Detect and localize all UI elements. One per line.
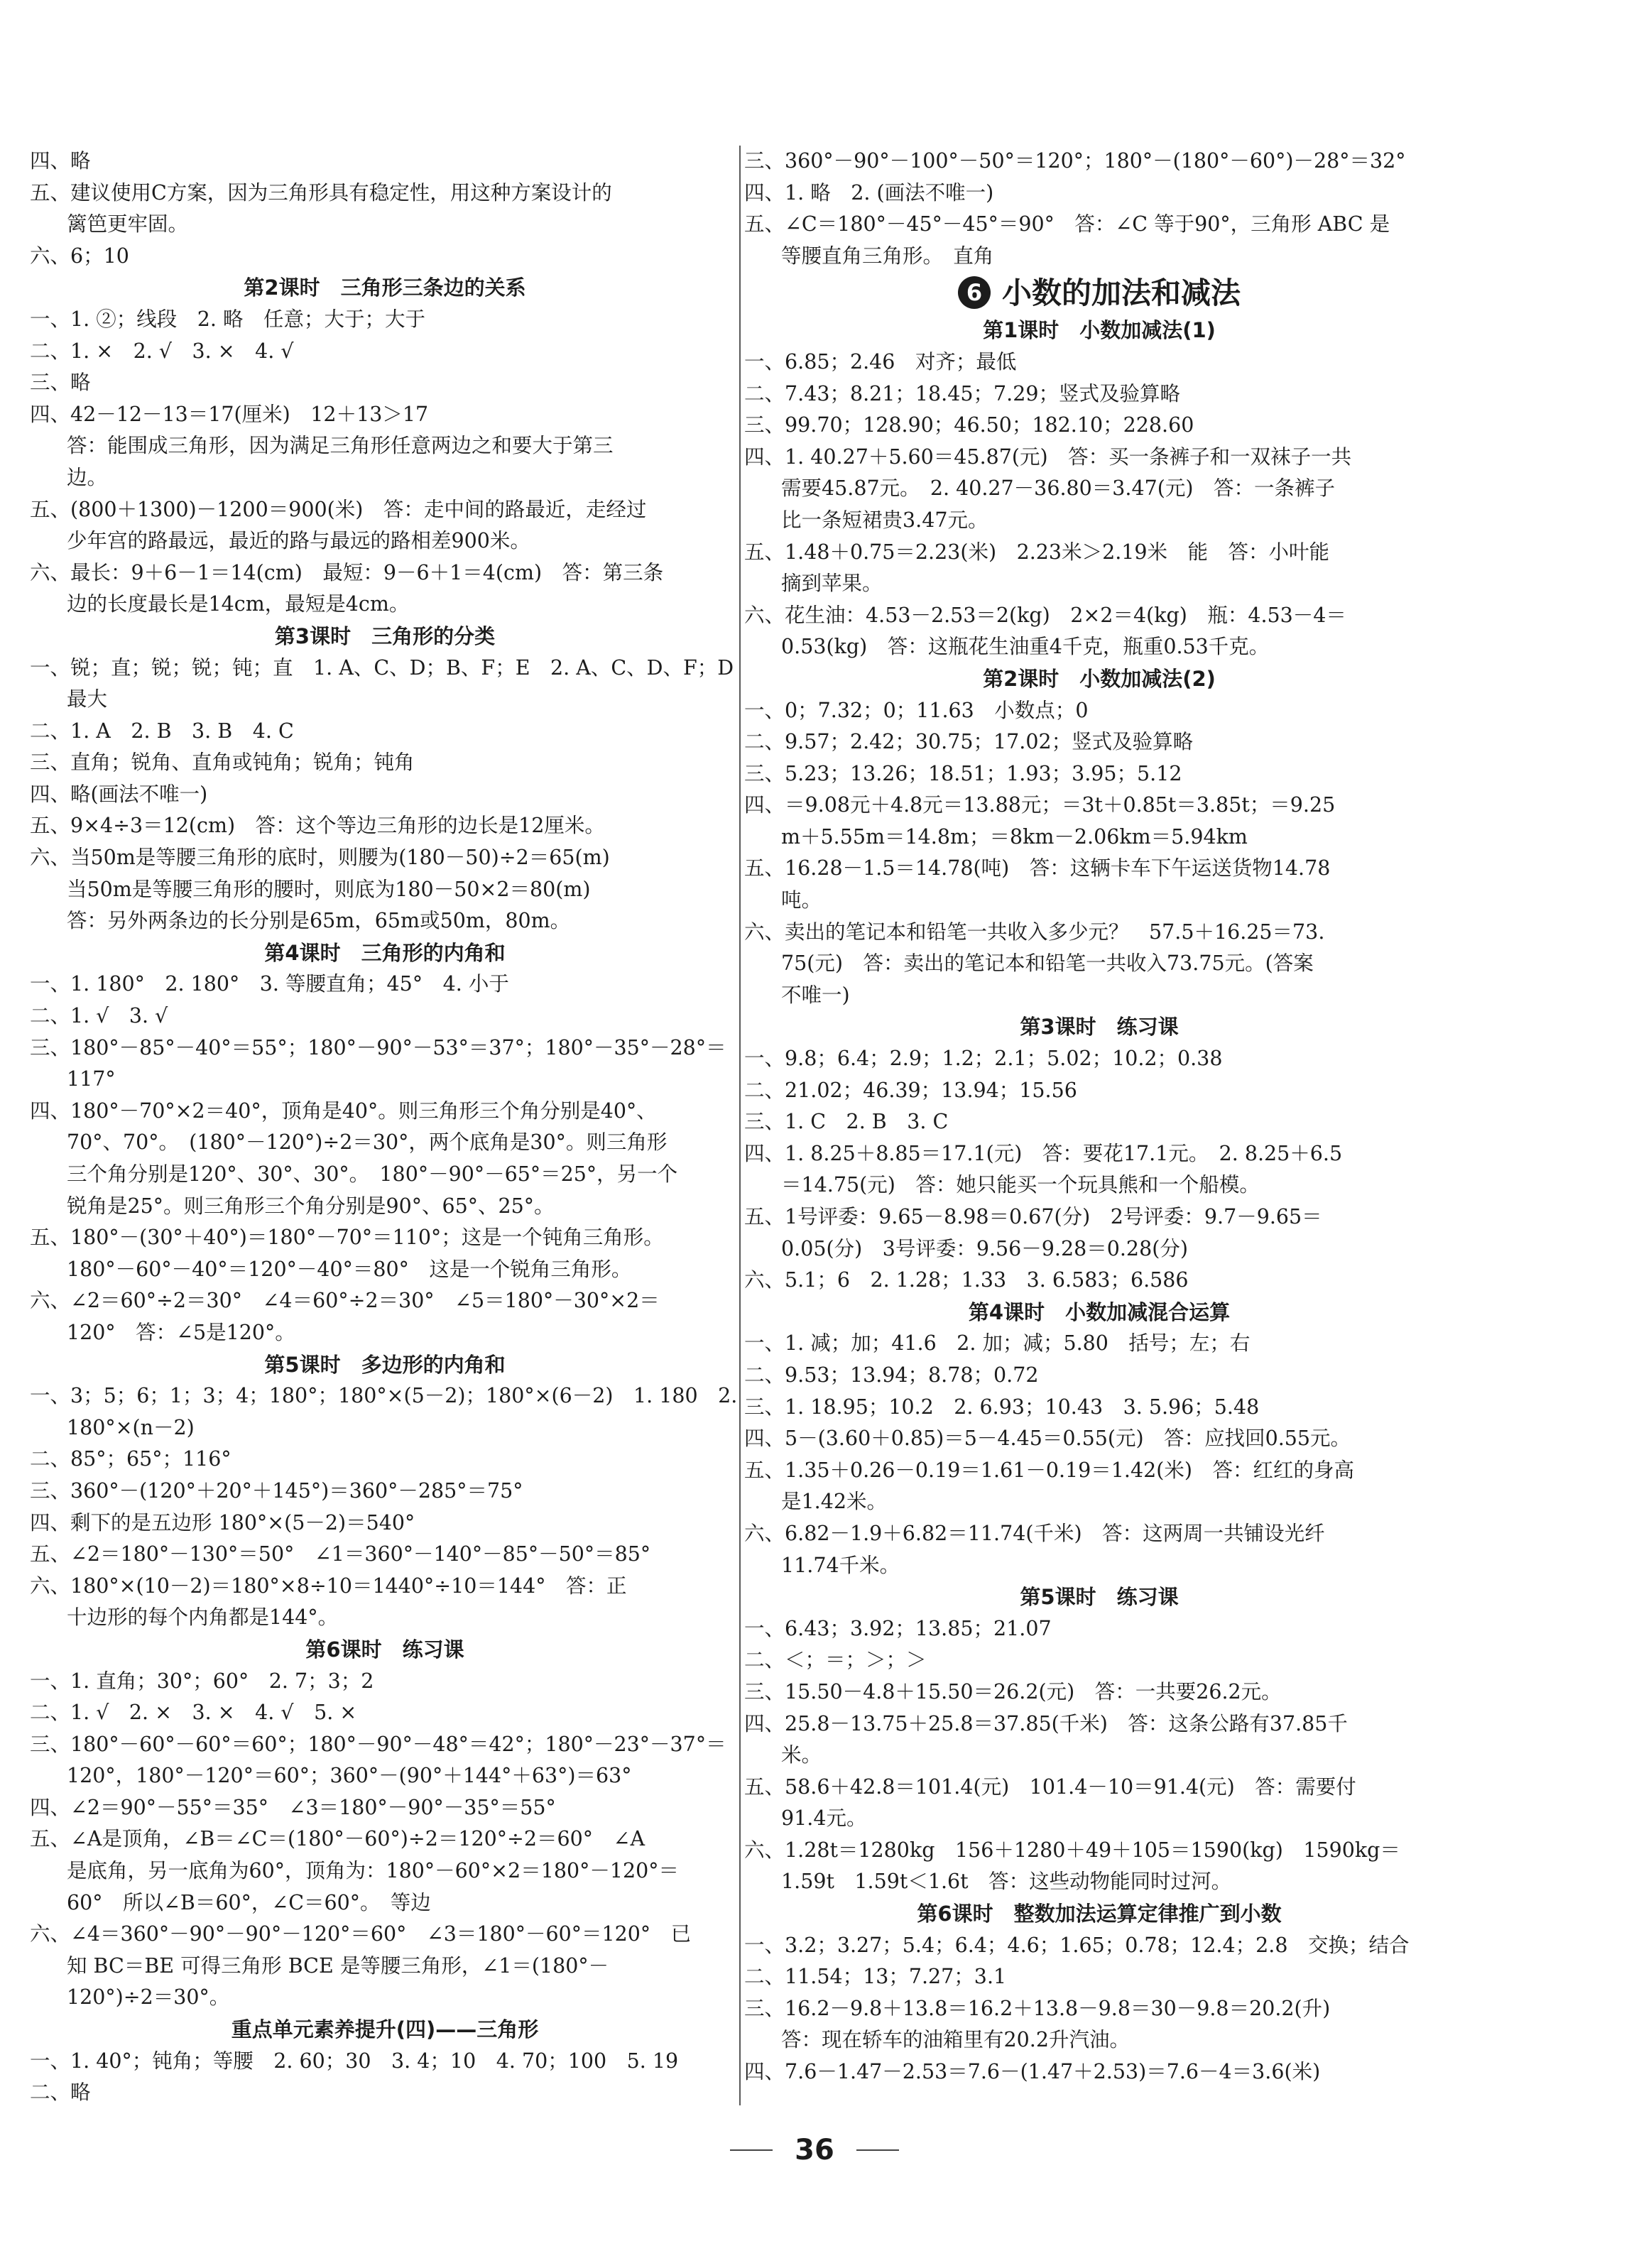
answer-line: 三、1. 18.95；10.2 2. 6.93；10.43 3. 5.96；5.48: [744, 1395, 1260, 1419]
lesson-heading: 第3课时 练习课: [1020, 1015, 1179, 1040]
answer-line: 五、建议使用C方案，因为三角形具有稳定性，用这种方案设计的: [30, 180, 612, 205]
answer-line: 一、1. 180° 2. 180° 3. 等腰直角；45° 4. 小于: [30, 972, 509, 996]
answer-line: 120°，180°－120°＝60°；360°－(90°＋144°＋63°)＝63°: [67, 1764, 632, 1788]
answer-line: 117°: [67, 1067, 116, 1091]
answer-line: 二、85°；65°；116°: [30, 1447, 231, 1471]
answer-line: 0.05(分) 3号评委：9.56－9.28＝0.28(分): [781, 1236, 1188, 1260]
answer-line: 四、剩下的是五边形 180°×(5－2)＝540°: [30, 1510, 415, 1534]
lesson-heading: 重点单元素养提升(四)——三角形: [231, 2017, 539, 2042]
answer-line: 五、1.35＋0.26－0.19＝1.61－0.19＝1.42(米) 答：红红的身高: [744, 1458, 1354, 1482]
answer-line: 四、略(画法不唯一): [30, 782, 208, 806]
answer-line: 三个角分别是120°、30°、30°。 180°－90°－65°＝25°，另一个: [67, 1162, 678, 1186]
answer-line: 五、(800＋1300)－1200＝900(米) 答：走中间的路最近，走经过: [30, 497, 647, 521]
answer-line: 六、当50m是等腰三角形的底时，则腰为(180－50)÷2＝65(m): [30, 846, 610, 870]
answer-line: 120° 答：∠5是120°。: [67, 1320, 295, 1344]
answer-line: 答：现在轿车的油箱里有20.2升汽油。: [781, 2028, 1130, 2052]
answer-line: 三、180°－85°－40°＝55°；180°－90°－53°＝37°；180°－35°－28°＝: [30, 1035, 726, 1059]
answer-line: 四、＝9.08元＋4.8元＝13.88元；＝3t＋0.85t＝3.85t；＝9.25: [744, 793, 1336, 817]
answer-line: 吨。: [781, 888, 822, 912]
answer-line: 11.74千米。: [781, 1553, 900, 1577]
answer-line: 三、1. C 2. B 3. C: [744, 1110, 949, 1134]
answer-line: 一、9.8；6.4；2.9；1.2；2.1；5.02；10.2；0.38: [744, 1047, 1223, 1071]
answer-line: 三、360°－90°－100°－50°＝120°；180°－(180°－60°)－28°＝32°: [744, 149, 1406, 173]
answer-line: 五、58.6＋42.8＝101.4(元) 101.4－10＝91.4(元) 答：需要付: [744, 1774, 1356, 1799]
lesson-heading: 第6课时 整数加法运算定律推广到小数: [917, 1902, 1282, 1926]
left-column: [30, 146, 740, 2109]
answer-line: 180°－60°－40°＝120°－40°＝80° 这是一个锐角三角形。: [67, 1257, 632, 1281]
answer-line: 1.59t 1.59t＜1.6t 答：这些动物能同时过河。: [781, 1870, 1232, 1894]
answer-line: 少年宫的路最远，最近的路与最远的路相差900米。: [67, 529, 530, 553]
answer-line: 二、1. × 2. √ 3. × 4. √: [30, 339, 294, 363]
answer-line: 180°×(n－2): [67, 1415, 195, 1439]
answer-line: 六、花生油：4.53－2.53＝2(kg) 2×2＝4(kg) 瓶：4.53－4＝: [744, 603, 1346, 627]
answer-line: 四、42－12－13＝17(厘米) 12＋13＞17: [30, 402, 429, 426]
answer-line: ＝14.75(元) 答：她只能买一个玩具熊和一个船模。: [781, 1173, 1260, 1197]
answer-line: 等腰直角三角形。 直角: [781, 244, 994, 268]
answer-line: 三、略: [30, 371, 91, 395]
answer-line: 答：能围成三角形，因为满足三角形任意两边之和要大于第三: [67, 434, 614, 458]
answer-line: 60° 所以∠B＝60°，∠C＝60°。 等边: [67, 1890, 431, 1914]
answer-line: 四、1. 40.27＋5.60＝45.87(元) 答：买一条裤子和一双袜子一共: [744, 445, 1352, 469]
answer-line: 四、180°－70°×2＝40°，顶角是40°。则三角形三个角分别是40°、: [30, 1098, 657, 1123]
answer-line: 六、∠4＝360°－90°－90°－120°＝60° ∠3＝180°－60°＝120° 已: [30, 1922, 692, 1946]
answer-line: m＋5.55m＝14.8m；＝8km－2.06km＝5.94km: [781, 824, 1248, 849]
lesson-heading: 第6课时 练习课: [305, 1637, 464, 1662]
answer-line: 不唯一): [781, 983, 850, 1007]
answer-line: 五、∠C＝180°－45°－45°＝90° 答：∠C 等于90°，三角形 ABC 是: [744, 212, 1390, 236]
answer-line: 六、6；10: [30, 244, 129, 268]
answer-line: 六、最长：9＋6－1＝14(cm) 最短：9－6＋1＝4(cm) 答：第三条: [30, 560, 664, 584]
answer-line: 六、180°×(10－2)＝180°×8÷10＝1440°÷10＝144° 答：正: [30, 1574, 627, 1598]
lesson-heading: 第1课时 小数加减法(1): [983, 318, 1216, 343]
lesson-heading: 第5课时 练习课: [1020, 1585, 1179, 1610]
answer-line: 四、略: [30, 149, 91, 173]
answer-line: 摘到苹果。: [781, 572, 883, 596]
answer-line: 五、1号评委：9.65－8.98＝0.67(分) 2号评委：9.7－9.65＝: [744, 1205, 1322, 1228]
answer-line: 六、∠2＝60°÷2＝30° ∠4＝60°÷2＝30° ∠5＝180°－30°×2＝: [30, 1289, 660, 1313]
answer-line: 三、99.70；128.90；46.50；182.10；228.60: [744, 413, 1194, 437]
answer-line: 一、锐；直；锐；锐；钝；直 1. A、C、D；B、F；E 2. A、C、D、F；D: [30, 655, 734, 680]
answer-line: 一、1. 减；加；41.6 2. 加；减；5.80 括号；左；右: [744, 1331, 1251, 1356]
answer-line: 0.53(kg) 答：这瓶花生油重4千克，瓶重0.53千克。: [781, 635, 1270, 659]
answer-line: 六、卖出的笔记本和铅笔一共收入多少元？ 57.5＋16.25＝73.: [744, 920, 1325, 944]
answer-line: 知 BC＝BE 可得三角形 BCE 是等腰三角形，∠1＝(180°－: [67, 1953, 609, 1978]
footer-dash-right: [856, 2149, 899, 2151]
answer-line: 一、6.85；2.46 对齐；最低: [744, 349, 1017, 374]
answer-line: 边的长度最长是14cm，最短是4cm。: [67, 592, 410, 616]
answer-line: 二、9.57；2.42；30.75；17.02；竖式及验算略: [744, 730, 1194, 754]
answer-line: 二、7.43；8.21；18.45；7.29；竖式及验算略: [744, 381, 1180, 405]
answer-line: 边。: [67, 465, 108, 489]
lesson-heading: 第5课时 多边形的内角和: [264, 1352, 506, 1377]
answer-line: 一、1. 40°；钝角；等腰 2. 60；30 3. 4；10 4. 70；100 5. 19: [30, 2049, 679, 2073]
answer-line: 六、6.82－1.9＋6.82＝11.74(千米) 答：这两周一共铺设光纤: [744, 1521, 1325, 1545]
lesson-heading: 第2课时 小数加减法(2): [983, 666, 1216, 691]
answer-line: 是底角，另一底角为60°，顶角为：180°－60°×2＝180°－120°＝: [67, 1859, 679, 1883]
lesson-heading: 第2课时 三角形三条边的关系: [244, 276, 526, 300]
lesson-heading: 第4课时 三角形的内角和: [264, 940, 506, 965]
answer-line: 米。: [781, 1743, 822, 1767]
answer-line: 二、21.02；46.39；13.94；15.56: [744, 1078, 1077, 1102]
answer-line: 最大: [67, 687, 108, 712]
answer-line: 五、∠2＝180°－130°＝50° ∠1＝360°－140°－85°－50°＝85°: [30, 1542, 651, 1566]
answer-line: 锐角是25°。则三角形三个角分别是90°、65°、25°。: [67, 1194, 555, 1218]
answer-line: 70°、70°。 (180°－120°)÷2＝30°，两个底角是30°。则三角形: [67, 1130, 668, 1155]
lesson-heading: 第4课时 小数加减混合运算: [968, 1299, 1231, 1324]
answer-line: 五、16.28－1.5＝14.78(吨) 答：这辆卡车下午运送货物14.78: [744, 856, 1331, 881]
answer-line: 四、1. 8.25＋8.85＝17.1(元) 答：要花17.1元。 2. 8.25＋6.5: [744, 1141, 1343, 1165]
answer-line: 比一条短裙贵3.47元。: [781, 508, 988, 532]
answer-line: 十边形的每个内角都是144°。: [67, 1605, 339, 1630]
answer-line: 四、5－(3.60＋0.85)＝5－4.45＝0.55(元) 答：应找回0.55元。: [744, 1427, 1351, 1451]
answer-line: 是1.42米。: [781, 1490, 887, 1514]
answer-line: 五、∠A是顶角，∠B＝∠C＝(180°－60°)÷2＝120°÷2＝60° ∠A: [30, 1827, 645, 1851]
answer-line: 六、5.1；6 2. 1.28；1.33 3. 6.583；6.586: [744, 1268, 1189, 1292]
answer-line: 二、略: [30, 2081, 91, 2105]
answer-line: 三、360°－(120°＋20°＋145°)＝360°－285°＝75°: [30, 1478, 523, 1503]
answer-line: 三、16.2－9.8＋13.8＝16.2＋13.8－9.8＝30－9.8＝20.2(升): [744, 1996, 1331, 2020]
footer-dash-left: [730, 2149, 773, 2151]
answer-line: 四、1. 略 2. (画法不唯一): [744, 180, 994, 205]
chapter-title: [744, 272, 1454, 315]
answer-line: 五、1.48＋0.75＝2.23(米) 2.23米＞2.19米 能 答：小叶能: [744, 540, 1330, 564]
answer-line: 四、25.8－13.75＋25.8＝37.85(千米) 答：这条公路有37.85千: [744, 1711, 1348, 1735]
answer-line: 当50m是等腰三角形的腰时，则底为180－50×2＝80(m): [67, 877, 591, 901]
answer-line: 三、直角；锐角、直角或钝角；锐角；钝角: [30, 751, 415, 775]
answer-line: 一、0；7.32；0；11.63 小数点；0: [744, 698, 1089, 722]
lesson-heading: 第3课时 三角形的分类: [274, 623, 496, 648]
answer-line: 需要45.87元。 2. 40.27－36.80＝3.47(元) 答：一条裤子: [781, 476, 1335, 501]
answer-line: 一、3；5；6；1；3；4；180°；180°×(5－2)；180°×(6－2) 1. 180 2.: [30, 1384, 738, 1408]
answer-line: 120°)÷2＝30°。: [67, 1985, 230, 2010]
answer-line: 三、15.50－4.8＋15.50＝26.2(元) 答：一共要26.2元。: [744, 1679, 1282, 1703]
answer-line: 答：另外两条边的长分别是65m，65m或50m，80m。: [67, 909, 571, 933]
page-footer: [0, 2134, 1629, 2166]
answer-line: 六、1.28t＝1280kg 156＋1280＋49＋105＝1590(kg) 1590kg＝: [744, 1838, 1400, 1862]
answer-line: 一、3.2；3.27；5.4；6.4；4.6；1.65；0.78；12.4；2.8 交换；结合: [744, 1933, 1410, 1957]
answer-line: 二、1. A 2. B 3. B 4. C: [30, 719, 294, 743]
page-number: 36: [795, 2134, 834, 2166]
answer-line: 五、180°－(30°＋40°)＝180°－70°＝110°；这是一个钝角三角形。: [30, 1226, 664, 1250]
answer-line: 二、1. √ 3. √: [30, 1004, 168, 1028]
answer-line: 五、9×4÷3＝12(cm) 答：这个等边三角形的边长是12厘米。: [30, 814, 605, 838]
answer-line: 二、＜；＝；＞；＞: [744, 1648, 927, 1672]
answer-line: 一、6.43；3.92；13.85；21.07: [744, 1616, 1052, 1640]
chapter-number-badge: 6: [958, 276, 991, 309]
answer-line: 75(元) 答：卖出的笔记本和铅笔一共收入73.75元。(答案: [781, 952, 1314, 976]
answer-line: 二、1. √ 2. × 3. × 4. √ 5. ×: [30, 1701, 357, 1725]
answer-line: 四、7.6－1.47－2.53＝7.6－(1.47＋2.53)＝7.6－4＝3.6(米): [744, 2060, 1321, 2084]
answer-line: 二、9.53；13.94；8.78；0.72: [744, 1363, 1039, 1387]
column-divider: [739, 146, 741, 2105]
right-column: [744, 146, 1454, 2088]
answer-line: 篱笆更牢固。: [67, 212, 189, 236]
answer-line: 二、11.54；13；7.27；3.1: [744, 1965, 1007, 1989]
answer-line: 三、180°－60°－60°＝60°；180°－90°－48°＝42°；180°－23°－37°＝: [30, 1732, 726, 1756]
answer-line: 91.4元。: [781, 1806, 867, 1831]
answer-line: 一、1. ②；线段 2. 略 任意；大于；大于: [30, 307, 426, 331]
chapter-title-text: 小数的加法和减法: [1001, 276, 1241, 311]
answer-line: 一、1. 直角；30°；60° 2. 7；3；2: [30, 1669, 374, 1693]
answer-line: 三、5.23；13.26；18.51；1.93；3.95；5.12: [744, 761, 1182, 785]
answer-line: 四、∠2＝90°－55°＝35° ∠3＝180°－90°－35°＝55°: [30, 1795, 556, 1819]
